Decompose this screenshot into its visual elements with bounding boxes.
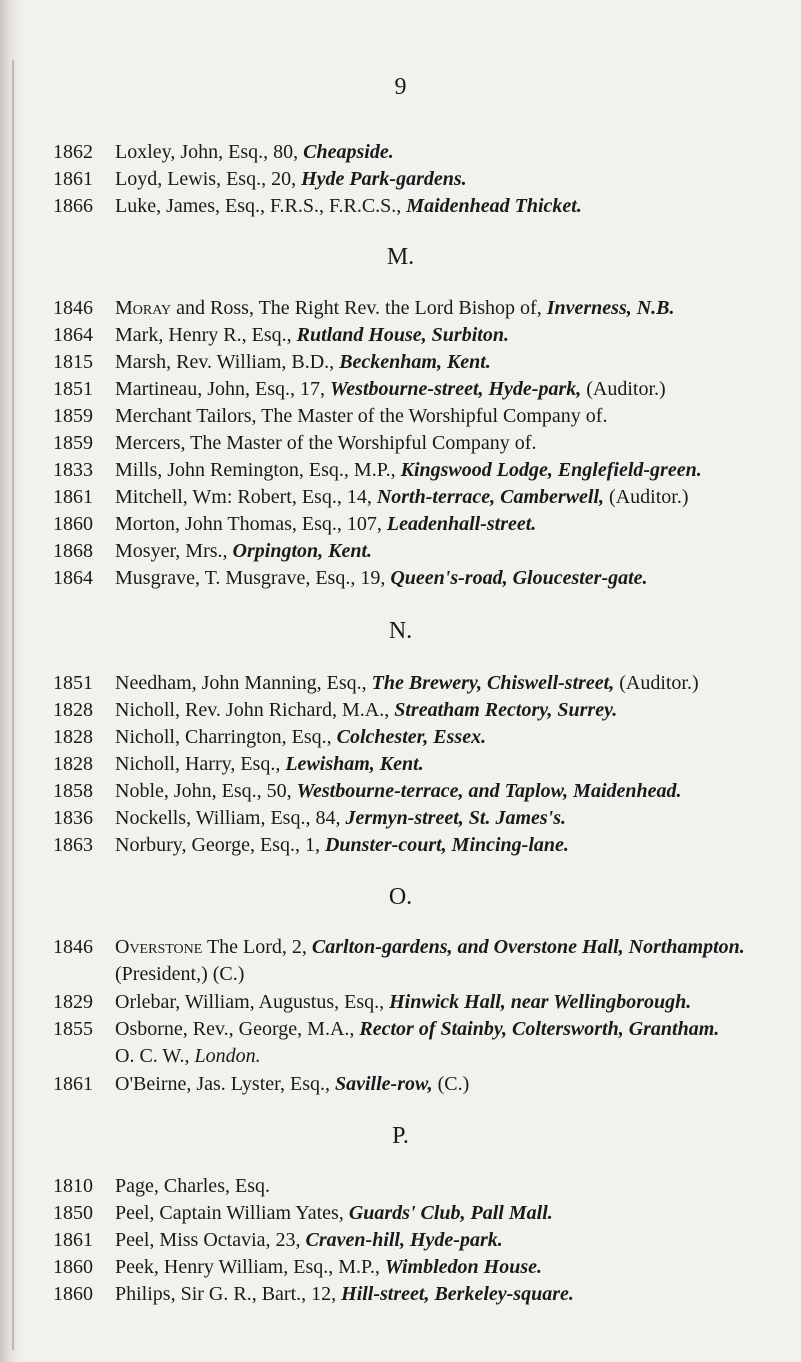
entry-text: Noble, John, Esq., 50,: [115, 780, 297, 802]
list-item: [53, 1254, 542, 1280]
entry-year: 1863: [53, 834, 93, 856]
entry-place: Westbourne-street, Hyde-park,: [329, 378, 582, 400]
entry-year: 1860: [53, 1283, 93, 1305]
entry-place: Cheapside.: [303, 141, 394, 163]
list-item: [53, 724, 486, 750]
entry-text: Osborne, Rev., George, M.A.,: [115, 1018, 360, 1040]
list-item: [53, 166, 467, 192]
list-item: [53, 1071, 469, 1097]
entry-place: Kingswood Lodge, Englefield-green.: [400, 459, 702, 481]
entry-place: Dunster-court, Mincing-lane.: [324, 834, 569, 856]
entry-place: Rutland House, Surbiton.: [296, 324, 509, 346]
entry-year: 1864: [53, 567, 93, 589]
entry-year: 1846: [53, 297, 93, 319]
entry-place: Lewisham, Kent.: [285, 753, 424, 775]
entry-year: 1855: [53, 1018, 93, 1040]
entry-place: Queen's-road, Gloucester-gate.: [390, 567, 648, 589]
entry-place: Maidenhead Thicket.: [406, 195, 582, 217]
entry-text: Philips, Sir G. R., Bart., 12,: [115, 1283, 342, 1305]
list-item: [53, 778, 682, 804]
entry-continuation: (President,) (C.): [115, 963, 245, 985]
entry-text: Mitchell, Wm: Robert, Esq., 14,: [115, 486, 377, 508]
entry-year: 1861: [53, 1229, 93, 1251]
entry-text: Nicholl, Charrington, Esq.,: [115, 726, 337, 748]
list-item: [53, 484, 688, 510]
entry-text: Musgrave, T. Musgrave, Esq., 19,: [115, 567, 391, 589]
entry-year: 1861: [53, 1073, 93, 1095]
continuation-text: O. C. W.,: [115, 1045, 195, 1067]
list-item: [53, 697, 617, 723]
entry-year: 1829: [53, 991, 93, 1013]
entry-year: 1859: [53, 432, 93, 454]
list-item: [53, 511, 536, 537]
list-item: [53, 193, 582, 219]
list-item: [53, 805, 566, 831]
entry-year: 1828: [53, 726, 93, 748]
entry-place: Streatham Rectory, Surrey.: [394, 699, 618, 721]
entry-year: 1836: [53, 807, 93, 829]
entry-text: O'Beirne, Jas. Lyster, Esq.,: [115, 1073, 335, 1095]
section-letter-m: M.: [386, 244, 415, 270]
entry-text: Loxley, John, Esq., 80,: [115, 141, 304, 163]
entry-year: 1810: [53, 1175, 93, 1197]
list-item: [53, 751, 424, 777]
entry-place: Craven-hill, Hyde-park.: [305, 1229, 503, 1251]
list-item: [53, 322, 509, 348]
entry-suffix: (Auditor.): [604, 486, 689, 508]
entry-place: Guards' Club, Pall Mall.: [348, 1202, 553, 1224]
entry-place: Beckenham, Kent.: [339, 351, 491, 373]
entry-text: Page, Charles, Esq.: [115, 1175, 270, 1197]
entry-year: 1868: [53, 540, 93, 562]
entry-year: 1828: [53, 699, 93, 721]
entry-year: 1851: [53, 378, 93, 400]
list-item: [53, 1173, 270, 1199]
section-letter-p: P.: [392, 1123, 409, 1149]
entry-place: Wimbledon House.: [384, 1256, 542, 1278]
entry-text: Mark, Henry R., Esq.,: [115, 324, 297, 346]
list-item: [53, 139, 394, 165]
entry-text: Nicholl, Rev. John Richard, M.A.,: [115, 699, 395, 721]
entry-place: Westbourne-terrace, and Taplow, Maidenhead.: [296, 780, 682, 802]
entry-text: Merchant Tailors, The Master of the Worshipful Company of.: [115, 405, 608, 427]
entry-suffix: (Auditor.): [614, 672, 699, 694]
entry-year: 1860: [53, 513, 93, 535]
entry-text: Peel, Miss Octavia, 23,: [115, 1229, 306, 1251]
entry-text: Peel, Captain William Yates,: [115, 1202, 349, 1224]
entry-year: 1860: [53, 1256, 93, 1278]
list-item: [53, 934, 745, 960]
entry-place: North-terrace, Camberwell,: [376, 486, 605, 508]
entry-text: Nockells, William, Esq., 84,: [115, 807, 346, 829]
entry-year: 1861: [53, 168, 93, 190]
list-item: [53, 349, 491, 375]
entry-year: 1859: [53, 405, 93, 427]
section-letter-n: N.: [388, 618, 413, 644]
list-item: [53, 403, 607, 429]
entry-year: 1828: [53, 753, 93, 775]
entry-year: 1864: [53, 324, 93, 346]
entry-year: 1858: [53, 780, 93, 802]
list-item: [53, 565, 648, 591]
list-item: [53, 295, 675, 321]
entry-place: Inverness, N.B.: [546, 297, 675, 319]
entry-suffix: (C.): [432, 1073, 470, 1095]
entry-text: Martineau, John, Esq., 17,: [115, 378, 330, 400]
entry-name: Overstone: [115, 936, 203, 958]
entry-place: Hinwick Hall, near Wellingborough.: [389, 991, 692, 1013]
entry-text: Peek, Henry William, Esq., M.P.,: [115, 1256, 385, 1278]
entry-place: Jermyn-street, St. James's.: [345, 807, 567, 829]
entry-place: Colchester, Essex.: [336, 726, 487, 748]
entry-year: 1862: [53, 141, 93, 163]
entry-place: Hill-street, Berkeley-square.: [341, 1283, 574, 1305]
entry-text: Luke, James, Esq., F.R.S., F.R.C.S.,: [115, 195, 407, 217]
entry-year: 1850: [53, 1202, 93, 1224]
entry-text: Norbury, George, Esq., 1,: [115, 834, 325, 856]
entry-place: Saville-row,: [335, 1073, 433, 1095]
continuation-place: London.: [194, 1045, 261, 1067]
entry-text: Mercers, The Master of the Worshipful Company of.: [115, 432, 537, 454]
entry-year: 1815: [53, 351, 93, 373]
page-number: 9: [394, 74, 407, 100]
list-item: [53, 430, 536, 456]
list-item: [53, 1281, 574, 1307]
entry-year: 1846: [53, 936, 93, 958]
section-letter-o: O.: [388, 884, 413, 910]
list-item: [53, 1200, 553, 1226]
entry-place: Rector of Stainby, Coltersworth, Grantham.: [359, 1018, 720, 1040]
entry-year: 1861: [53, 486, 93, 508]
list-item: [53, 376, 666, 402]
list-item: [53, 670, 699, 696]
entry-text: and Ross, The Right Rev. the Lord Bishop of,: [171, 297, 547, 319]
entry-year: 1833: [53, 459, 93, 481]
entry-place: Hyde Park-gardens.: [301, 168, 467, 190]
entry-place: Carlton-gardens, and Overstone Hall, Northampton.: [311, 936, 745, 958]
entry-text: Needham, John Manning, Esq.,: [115, 672, 372, 694]
entry-text: Marsh, Rev. William, B.D.,: [115, 351, 340, 373]
list-item: [53, 538, 372, 564]
entry-place: Leadenhall-street.: [386, 513, 537, 535]
entry-text: Mosyer, Mrs.,: [115, 540, 233, 562]
entry-year: 1851: [53, 672, 93, 694]
entry-text: Nicholl, Harry, Esq.,: [115, 753, 286, 775]
entry-year: 1866: [53, 195, 93, 217]
entry-name: Moray: [115, 297, 172, 319]
entry-text: Mills, John Remington, Esq., M.P.,: [115, 459, 401, 481]
list-item: [53, 457, 702, 483]
entry-place: The Brewery, Chiswell-street,: [371, 672, 615, 694]
entry-continuation: [115, 1043, 261, 1069]
entry-text: Orlebar, William, Augustus, Esq.,: [115, 991, 390, 1013]
list-item: [53, 1227, 503, 1253]
entry-text: Loyd, Lewis, Esq., 20,: [115, 168, 302, 190]
entry-text: Morton, John Thomas, Esq., 107,: [115, 513, 387, 535]
entry-place: Orpington, Kent.: [232, 540, 373, 562]
list-item: [53, 832, 569, 858]
page-gutter-shadow: [0, 0, 22, 1362]
entry-suffix: (Auditor.): [581, 378, 666, 400]
list-item: [53, 1016, 719, 1042]
list-item: [53, 989, 691, 1015]
entry-text: The Lord, 2,: [202, 936, 312, 958]
